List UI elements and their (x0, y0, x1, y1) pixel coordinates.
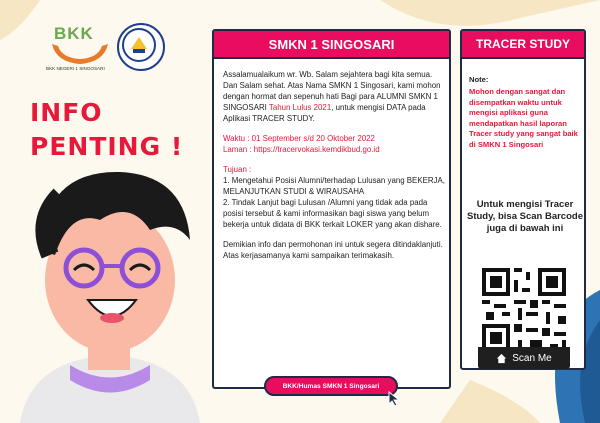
info-penting-title (30, 96, 183, 164)
school-logo (117, 23, 165, 71)
tujuan-item-1: 1. Mengetahui Posisi Alumni/terhadap Lulusan yang BEKERJA, MELANJUTKAN STUDI & WIRAUSAHA (223, 176, 445, 196)
intro-paragraph (223, 69, 445, 124)
closing-paragraph: Demikian info dan permohonan ini untuk segera ditindaklanjuti. Atas kerjasamanya kami sampaikan terimakasih. (223, 240, 443, 260)
main-info-card (212, 29, 451, 389)
intro-text-part1: Assalamualaikum wr. Wb. Salam sejahtera bagi kita semua. Dan Salam sehat. Atas Nama SMKN 1 Singosari, kami mohon dengan hormat dan sepenuh hati Bagi para ALUMNI SMKN 1 SINGOSARI (223, 70, 441, 112)
main-card-body (223, 69, 445, 261)
tujuan-label: Tujuan : (223, 165, 252, 174)
laman-text: Laman : https://tracervokasi.kemdikbud.go.id (223, 145, 380, 154)
note-label: Note: (469, 75, 489, 84)
mouse-cursor-icon (388, 391, 402, 407)
waktu-text: Waktu : 01 September s/d 20 Oktober 2022 (223, 134, 375, 143)
bkk-logo (46, 22, 110, 74)
school-emblem-icon (119, 25, 159, 65)
scan-me-label: Scan Me (512, 352, 552, 364)
tujuan-item-2: 2. Tindak Lanjut bagi Lulusan /Alumni yang tidak ada pada posisi tersebut & kami informasikan bagi siswa yang belum bekerja untuk didata di BKK terkait LOKER yang akan dishare. (223, 198, 442, 229)
tracer-study-header: TRACER STUDY (462, 31, 584, 59)
info-title-line2: PENTING ! (30, 132, 184, 161)
smiling-person-illustration (0, 160, 215, 423)
bkk-humas-button[interactable]: BKK/Humas SMKN 1 Singosari (264, 376, 398, 396)
intro-highlight: Tahun Lulus 2021 (268, 103, 332, 112)
note-text: Mohon dengan sangat dan disempatkan waktu untuk mengisi aplikasi guna mendapatkan hasil laporan Tracer study yang sangat baik di SMKN 1 Singosari (469, 87, 578, 149)
bkk-logo-caption: BKK NEGERI 1 SINGOSARI (46, 66, 105, 71)
bkk-logo-text: BKK (54, 24, 94, 43)
main-card-header: SMKN 1 SINGOSARI (214, 31, 449, 59)
scan-instruction: Untuk mengisi Tracer Study, bisa Scan Barcode juga di bawah ini (467, 199, 583, 234)
home-icon (496, 353, 507, 364)
qr-code[interactable] (478, 264, 570, 356)
intro-text-part2: , untuk mengisi DATA pada Aplikasi TRACER STUDY. (223, 103, 426, 123)
tracer-study-card (460, 29, 586, 370)
scan-me-button[interactable] (478, 347, 570, 369)
info-title-line1: INFO (30, 98, 103, 127)
